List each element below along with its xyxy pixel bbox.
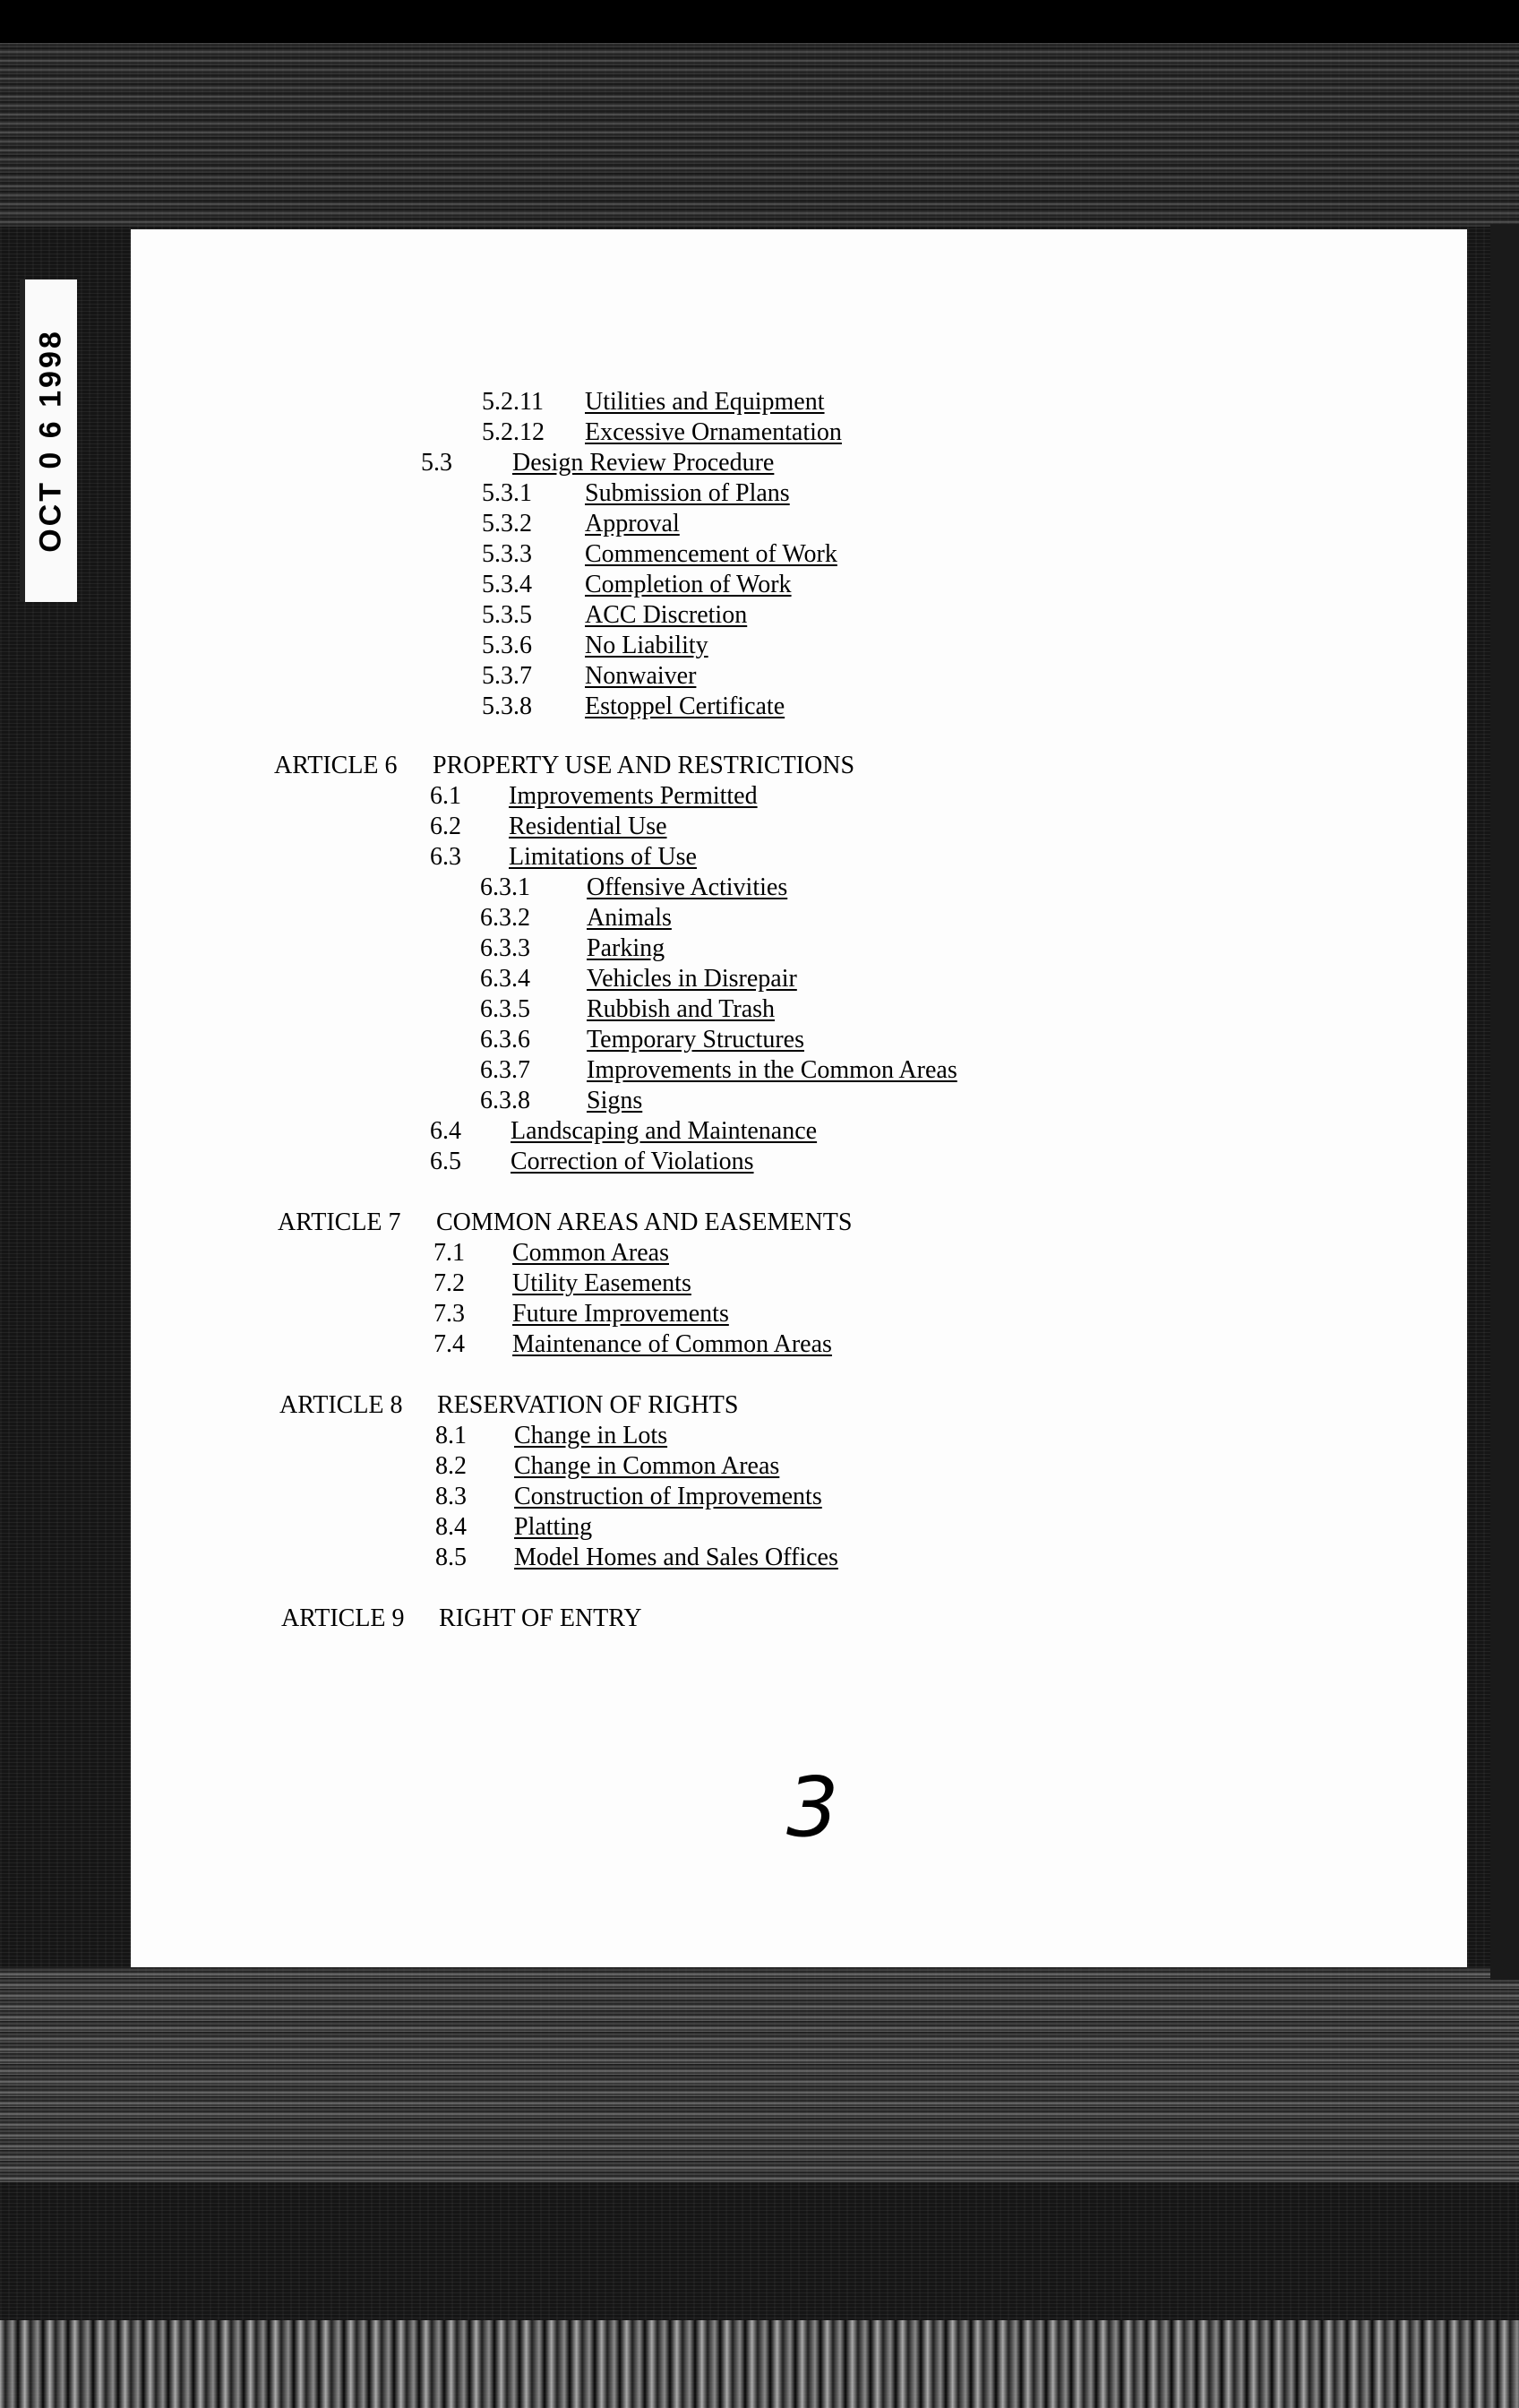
section-link[interactable]: Submission of Plans	[585, 479, 790, 507]
section-link[interactable]: Landscaping and Maintenance	[511, 1117, 818, 1145]
section-number: 6.3.5	[480, 995, 530, 1023]
article-label: ARTICLE 6	[274, 752, 398, 779]
section-link[interactable]: Improvements in the Common Areas	[587, 1056, 957, 1084]
page-number: 3	[786, 1759, 839, 1855]
section-number: 6.3.3	[480, 934, 530, 962]
section-link[interactable]: Future Improvements	[512, 1300, 729, 1328]
section-number: 6.3.4	[480, 965, 530, 993]
date-stamp-text: OCT 0 6 1998	[33, 329, 68, 553]
section-link[interactable]: Completion of Work	[585, 571, 792, 598]
section-link[interactable]: Approval	[585, 510, 680, 538]
section-link[interactable]: Commencement of Work	[585, 540, 837, 568]
section-link[interactable]: Limitations of Use	[509, 843, 697, 871]
section-number: 6.5	[430, 1148, 461, 1175]
section-number: 6.4	[430, 1117, 461, 1145]
section-number: 5.3.7	[482, 662, 532, 690]
section-number: 7.2	[433, 1269, 465, 1297]
article-title: RESERVATION OF RIGHTS	[437, 1391, 739, 1419]
section-link[interactable]: Estoppel Certificate	[585, 692, 785, 720]
section-number: 8.2	[435, 1452, 467, 1480]
section-number: 5.3.4	[482, 571, 532, 598]
section-link[interactable]: Common Areas	[512, 1239, 669, 1267]
section-number: 8.1	[435, 1422, 467, 1449]
section-link[interactable]: Change in Common Areas	[514, 1452, 780, 1480]
section-number: 5.3.6	[482, 632, 532, 659]
section-link[interactable]: Temporary Structures	[587, 1026, 804, 1054]
date-stamp	[20, 280, 77, 602]
scan-right-strip	[1490, 224, 1519, 1980]
article-title: RIGHT OF ENTRY	[439, 1604, 642, 1632]
section-link[interactable]: Correction of Violations	[511, 1148, 754, 1175]
section-number: 8.4	[435, 1513, 467, 1541]
section-link[interactable]: Vehicles in Disrepair	[587, 965, 797, 993]
section-link[interactable]: Utility Easements	[512, 1269, 691, 1297]
section-link[interactable]: Animals	[587, 904, 672, 932]
section-link[interactable]: Construction of Improvements	[514, 1483, 822, 1510]
section-link[interactable]: Design Review Procedure	[512, 449, 775, 477]
scan-top-border	[0, 0, 1519, 43]
section-number: 6.3.2	[480, 904, 530, 932]
section-link[interactable]: Improvements Permitted	[509, 782, 758, 810]
section-number: 5.3.3	[482, 540, 532, 568]
article-title: PROPERTY USE AND RESTRICTIONS	[433, 752, 855, 779]
section-link[interactable]: Signs	[587, 1087, 643, 1114]
section-number: 6.3.7	[480, 1056, 530, 1084]
section-number: 6.1	[430, 782, 461, 810]
section-number: 7.3	[433, 1300, 465, 1328]
section-number: 6.3.1	[480, 873, 530, 901]
article-title: COMMON AREAS AND EASEMENTS	[436, 1208, 853, 1236]
section-number: 6.3.8	[480, 1087, 530, 1114]
section-number: 5.3.8	[482, 692, 532, 720]
section-link[interactable]: Offensive Activities	[587, 873, 788, 901]
scan-noise-band-bottom	[0, 1967, 1519, 2182]
section-number: 7.1	[433, 1239, 465, 1267]
document-page	[131, 229, 1467, 1967]
section-number: 5.3.2	[482, 510, 532, 538]
section-link[interactable]: No Liability	[585, 632, 708, 659]
scan-bottom-edge	[0, 2320, 1519, 2408]
section-link[interactable]: Change in Lots	[514, 1422, 668, 1449]
section-link[interactable]: Nonwaiver	[585, 662, 697, 690]
section-number: 6.3	[430, 843, 461, 871]
section-link[interactable]: Rubbish and Trash	[587, 995, 776, 1023]
scan-noise-band-top	[0, 43, 1519, 227]
article-label: ARTICLE 7	[278, 1208, 401, 1236]
section-number: 5.2.11	[482, 388, 544, 416]
section-number: 5.3.5	[482, 601, 532, 629]
section-number: 8.5	[435, 1544, 467, 1571]
section-number: 6.2	[430, 813, 461, 840]
article-label: ARTICLE 9	[281, 1604, 405, 1632]
section-number: 6.3.6	[480, 1026, 530, 1054]
section-link[interactable]: Utilities and Equipment	[585, 388, 825, 416]
section-link[interactable]: Model Homes and Sales Offices	[514, 1544, 838, 1571]
section-link[interactable]: Maintenance of Common Areas	[512, 1330, 832, 1358]
section-number: 5.2.12	[482, 418, 545, 446]
section-link[interactable]: Excessive Ornamentation	[585, 418, 842, 446]
section-number: 7.4	[433, 1330, 465, 1358]
section-link[interactable]: Platting	[514, 1513, 593, 1541]
article-label: ARTICLE 8	[279, 1391, 403, 1419]
section-link[interactable]: Parking	[587, 934, 665, 962]
section-link[interactable]: ACC Discretion	[585, 601, 748, 629]
section-link[interactable]: Residential Use	[509, 813, 667, 840]
section-number: 5.3	[421, 449, 452, 477]
section-number: 5.3.1	[482, 479, 532, 507]
section-number: 8.3	[435, 1483, 467, 1510]
